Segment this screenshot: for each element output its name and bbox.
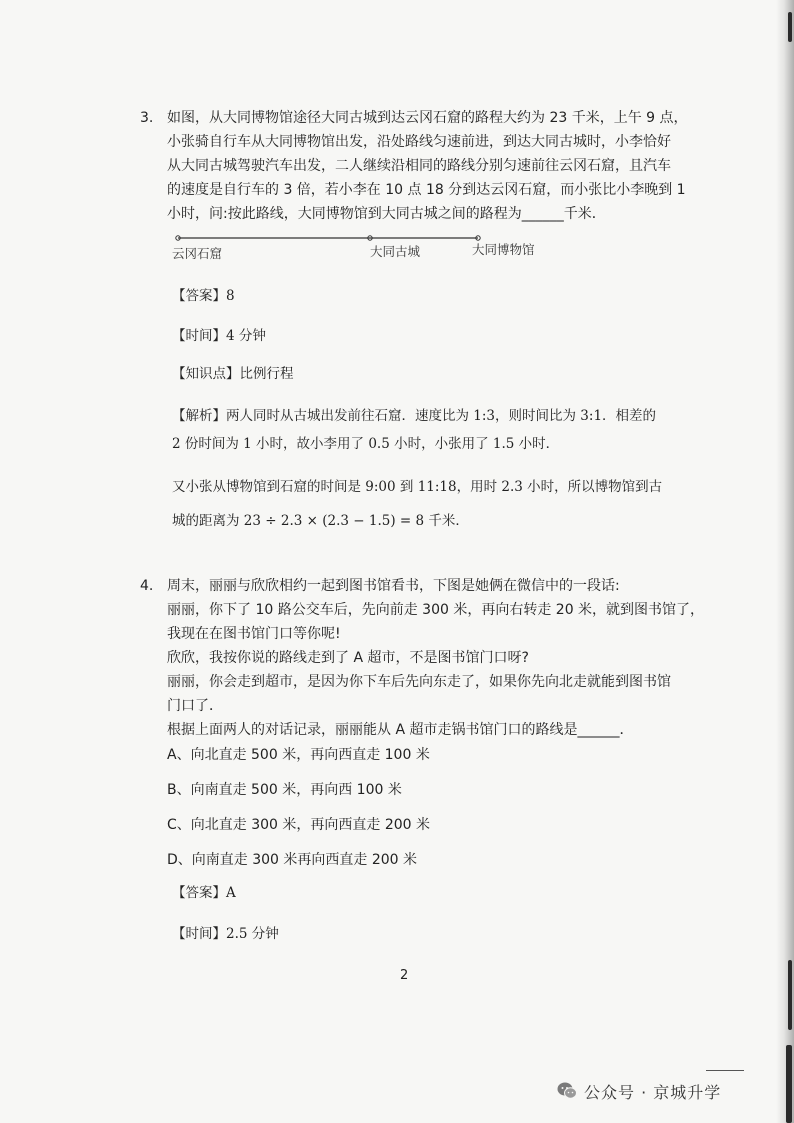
question-3-knowledge [172,364,294,384]
label-yungang: 云冈石窟 [172,246,223,261]
knowledge-value: 比例行程 [239,366,294,382]
option-b: B、向南直走 500 米，再向西 100 米 [167,782,402,798]
question-3-analysis-cont [172,470,662,538]
option-c: C、向北直走 300 米，再向西直走 200 米 [167,817,431,833]
scan-edge-shadow [776,0,794,1123]
wechat-icon [556,1080,578,1102]
option-a: A、向北直走 500 米，再向西直走 100 米 [167,747,430,763]
option-d: D、向南直走 300 米再向西直走 200 米 [167,852,418,868]
question-4-text [167,574,704,742]
question-4-answer: 【答案】A [172,885,236,901]
scan-edge-mark-corner [786,1045,792,1123]
scan-edge-mark-top [788,12,792,42]
scan-edge-mark-bottom [788,960,792,1030]
question-4-line: 我现在在图书馆门口等你呢! [167,626,341,642]
question-4-line: 周末，丽丽与欣欣相约一起到图书馆看书，下图是她俩在微信中的一段话: [167,578,620,594]
analysis-line: 城的距离为 23 ÷ 2.3 × (2.3 − 1.5) = 8 千米． [172,513,469,529]
question-4-line: 门口了． [167,698,223,714]
question-3-answer: 【答案】8 [172,288,235,304]
question-4-number: 4. [140,578,154,594]
question-3-number: 3. [140,110,154,126]
question-3-line: 小时，问:按此路线，大同博物馆到大同古城之间的路程为______千米． [167,206,606,222]
watermark-text: 公众号 · 京城升学 [584,1083,722,1102]
label-gucheng: 大同古城 [370,244,421,259]
question-4-line: 欣欣，我按你说的路线走到了 A 超市，不是图书馆门口呀? [167,650,529,666]
analysis-line: 又小张从博物馆到石窟的时间是 9:00 到 11:18，用时 2.3 小时，所以博物馆到古 [172,479,663,495]
question-3-line: 如图，从大同博物馆途径大同古城到达云冈石窟的路程大约为 23 千米，上午 9 点， [167,110,688,126]
question-4-line: 丽丽，你下了 10 路公交车后，先向前走 300 米，再向右转走 20 米，就到图书馆了， [167,602,705,618]
label-museum: 大同博物馆 [472,242,535,257]
question-3-time: 【时间】4 分钟 [172,328,266,344]
analysis-line: 2 份时间为 1 小时，故小李用了 0.5 小时，小张用了 1.5 小时． [172,436,560,452]
knowledge-tag: 【知识点】 [172,366,240,382]
question-3-line: 小张骑自行车从大同博物馆出发，沿处路线匀速前进，到达大同古城时，小李恰好 [167,134,671,150]
question-3-analysis [172,402,656,458]
question-4-line: 根据上面两人的对话记录，丽丽能从 A 超市走锅书馆门口的路线是______． [167,722,634,738]
question-3-line: 的速度是自行车的 3 倍，若小李在 10 点 18 分到达云冈石窟，而小张比小李晚到 1 [167,182,686,198]
page-number: 2 [400,968,409,983]
question-4-line: 丽丽，你会走到超市，是因为你下车后先向东走了，如果你先向北走就能到图书馆 [167,674,671,690]
question-3-text [167,106,688,226]
question-4-time: 【时间】2.5 分钟 [172,926,279,942]
analysis-line: 两人同时从古城出发前往石窟．速度比为 1:3，则时间比为 3:1．相差的 [226,408,657,424]
footer-rule [706,1070,744,1071]
question-3-line: 从大同古城驾驶汽车出发，二人继续沿相同的路线分别匀速前往云冈石窟，且汽车 [167,158,671,174]
analysis-tag: 【解析】 [172,408,226,424]
